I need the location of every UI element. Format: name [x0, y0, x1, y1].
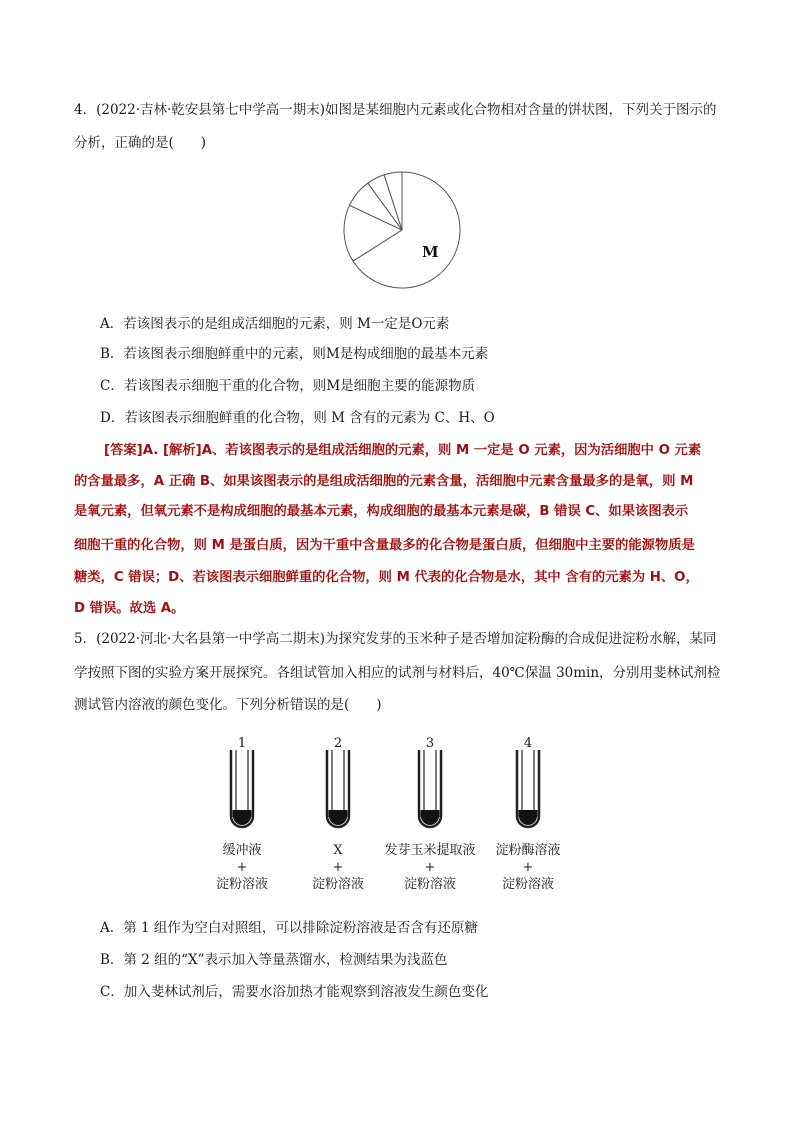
- q4-answer-line2: 的含量最多，A 正确 B、如果该图表示的是组成活细胞的元素含量，活细胞中元素含量最多的是氧，则 M: [74, 474, 694, 489]
- tube-3-label-top: 发芽玉米提取液: [384, 843, 476, 858]
- tube-1-label-plus: +: [236, 860, 248, 875]
- pie-label-m: M: [422, 243, 439, 261]
- q4-answer-line6: D 错误。故选 A。: [74, 601, 185, 616]
- q5-option-c: C．加入斐林试剂后，需要水浴加热才能观察到溶液发生颜色变化: [100, 984, 489, 1000]
- q4-option-b: B．若该图表示细胞鲜重中的元素，则M是构成细胞的最基本元素: [100, 346, 489, 362]
- q5-stem-line1: 5．(2022·河北·大名县第一中学高二期末)为探究发芽的玉米种子是否增加淀粉酶的合成促进淀粉水解，某同: [74, 631, 717, 647]
- tube-number-2: 2: [333, 736, 343, 751]
- q4-answer-line4: 细胞干重的化合物，则 M 是蛋白质，因为干重中含量最多的化合物是蛋白质，但细胞中主要的能源物质是: [74, 538, 695, 553]
- tube-number-1: 1: [237, 736, 247, 751]
- tube-2-label-bottom: 淀粉溶液: [311, 877, 364, 892]
- tube-3-label-plus: +: [424, 860, 436, 875]
- q5-stem-line2: 学按照下图的实验方案开展探究。各组试管加入相应的试剂与材料后，40℃保温 30min，分别用斐林试剂检: [74, 665, 721, 681]
- tube-4-label-bottom: 淀粉溶液: [501, 877, 554, 892]
- q4-option-c: C．若该图表示细胞干重的化合物，则M是细胞主要的能源物质: [100, 378, 476, 394]
- tube-2: [327, 750, 349, 827]
- tube-4-label-top: 淀粉酶溶液: [495, 843, 561, 858]
- tube-2-label-top: X: [333, 843, 343, 858]
- q4-answer-line5: 糖类，C 错误；D、若该图表示细胞鲜重的化合物，则 M 代表的化合物是水，其中 含有的元素为 H、O，: [74, 570, 699, 585]
- tube-number-3: 3: [425, 736, 435, 751]
- q4-answer-line1: [答案]A. [解析]A、若该图表示的是组成活细胞的元素，则 M 一定是 O 元素，因为活细胞中 O 元素: [104, 443, 702, 458]
- tube-1-label-top: 缓冲液: [222, 843, 262, 858]
- q5-option-a: A．第 1 组作为空白对照组，可以排除淀粉溶液是否含有还原糖: [100, 920, 478, 936]
- tube-2-label-plus: +: [332, 860, 344, 875]
- tube-4-label-plus: +: [522, 860, 534, 875]
- test-tube-figure: [0, 730, 794, 840]
- tube-1: [231, 750, 253, 827]
- q4-option-a: A．若该图表示的是组成活细胞的元素，则 M一定是O元素: [100, 316, 450, 332]
- q4-option-d: D．若该图表示细胞鲜重的化合物，则 M 含有的元素为 C、H、O: [100, 410, 495, 426]
- q4-stem-line1: 4．(2022·吉林·乾安县第七中学高一期末)如图是某细胞内元素或化合物相对含量的饼状图，下列关于图示的: [74, 102, 717, 118]
- q5-stem-line3: 测试管内溶液的颜色变化。下列分析错误的是( ): [74, 697, 382, 713]
- q4-answer-line3: 是氧元素，但氧元素不是构成细胞的最基本元素，构成细胞的最基本元素是碳，B 错误 C、如果该图表示: [74, 504, 689, 519]
- q5-option-b: B．第 2 组的“X”表示加入等量蒸馏水，检测结果为浅蓝色: [100, 952, 448, 968]
- q4-stem-line2: 分析，正确的是( ): [74, 135, 207, 151]
- tube-4: [517, 750, 539, 827]
- tube-1-label-bottom: 淀粉溶液: [215, 877, 268, 892]
- tube-number-4: 4: [523, 736, 533, 751]
- pie-chart: [337, 165, 467, 295]
- tube-3: [419, 750, 441, 827]
- tube-3-label-bottom: 淀粉溶液: [403, 877, 456, 892]
